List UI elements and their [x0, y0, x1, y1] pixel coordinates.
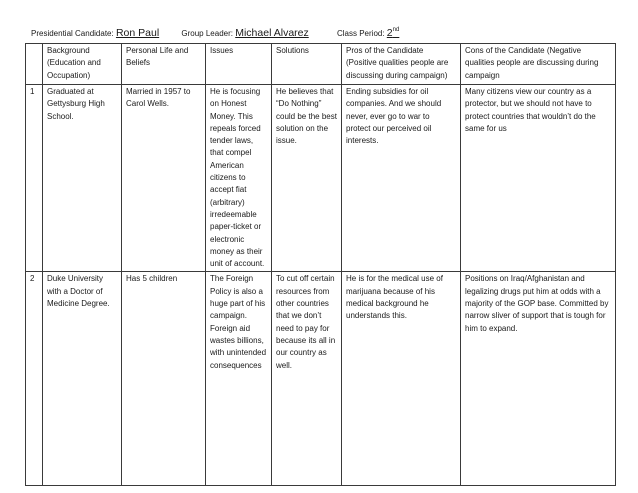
pros-cell: He is for the medical use of marijuana because of his medical background he understands this.: [342, 272, 461, 486]
cons-cell: Many citizens view our country as a protector, but we should not have to protect countries that wouldn’t do the same for us: [461, 85, 616, 272]
leader-name: Michael Alvarez: [235, 27, 309, 39]
solutions-cell: He believes that “Do Nothing” could be the best solution on the issue.: [272, 85, 342, 272]
candidate-name: Ron Paul: [115, 27, 160, 39]
row-number-cell: 2: [26, 272, 43, 486]
table-row: [26, 85, 616, 272]
period-value: [387, 27, 400, 39]
personal-life-cell: Has 5 children: [122, 272, 206, 486]
header-cell-number: [26, 44, 43, 85]
issues-cell: He is focusing on Honest Money. This repeals forced tender laws, that compel American citizens to accept fiat (arbitrary) irredeemable paper-ticket or electronic money as their unit of account.: [206, 85, 272, 272]
background-cell: Graduated at Gettysburg High School.: [43, 85, 122, 272]
background-cell: Duke University with a Doctor of Medicine Degree.: [43, 272, 122, 486]
candidate-label: Presidential Candidate:: [31, 29, 114, 38]
header-cell-personal-life: Personal Life and Beliefs: [122, 44, 206, 85]
period-label: Class Period:: [336, 29, 385, 38]
cons-cell: Positions on Iraq/Afghanistan and legalizing drugs put him at odds with a majority of the GOP base. Committed by narrow sliver of support that is tough for him to expand.: [461, 272, 616, 486]
period-number: 2: [386, 27, 393, 39]
header-cell-solutions: Solutions: [272, 44, 342, 85]
personal-life-cell: Married in 1957 to Carol Wells.: [122, 85, 206, 272]
table-header-row: [26, 44, 616, 85]
leader-label: Group Leader:: [181, 29, 233, 38]
period-suffix: nd: [392, 27, 400, 33]
header-cell-pros: Pros of the Candidate (Positive qualities people are discussing during campaign): [342, 44, 461, 85]
pros-cell: Ending subsidies for oil companies. And we should never, ever go to war to protect our perceived oil interests.: [342, 85, 461, 272]
candidate-table: [25, 43, 616, 486]
table-row: [26, 272, 616, 486]
header-cell-background: Background (Education and Occupation): [43, 44, 122, 85]
header-line: [31, 27, 399, 40]
row-number-cell: 1: [26, 85, 43, 272]
header-cell-cons: Cons of the Candidate (Negative qualities people are discussing during campaign: [461, 44, 616, 85]
header-cell-issues: Issues: [206, 44, 272, 85]
solutions-cell: To cut off certain resources from other countries that we don’t need to pay for because its all in our country as well.: [272, 272, 342, 486]
issues-cell: The Foreign Policy is also a huge part of his campaign. Foreign aid wastes billions, with unintended consequences: [206, 272, 272, 486]
